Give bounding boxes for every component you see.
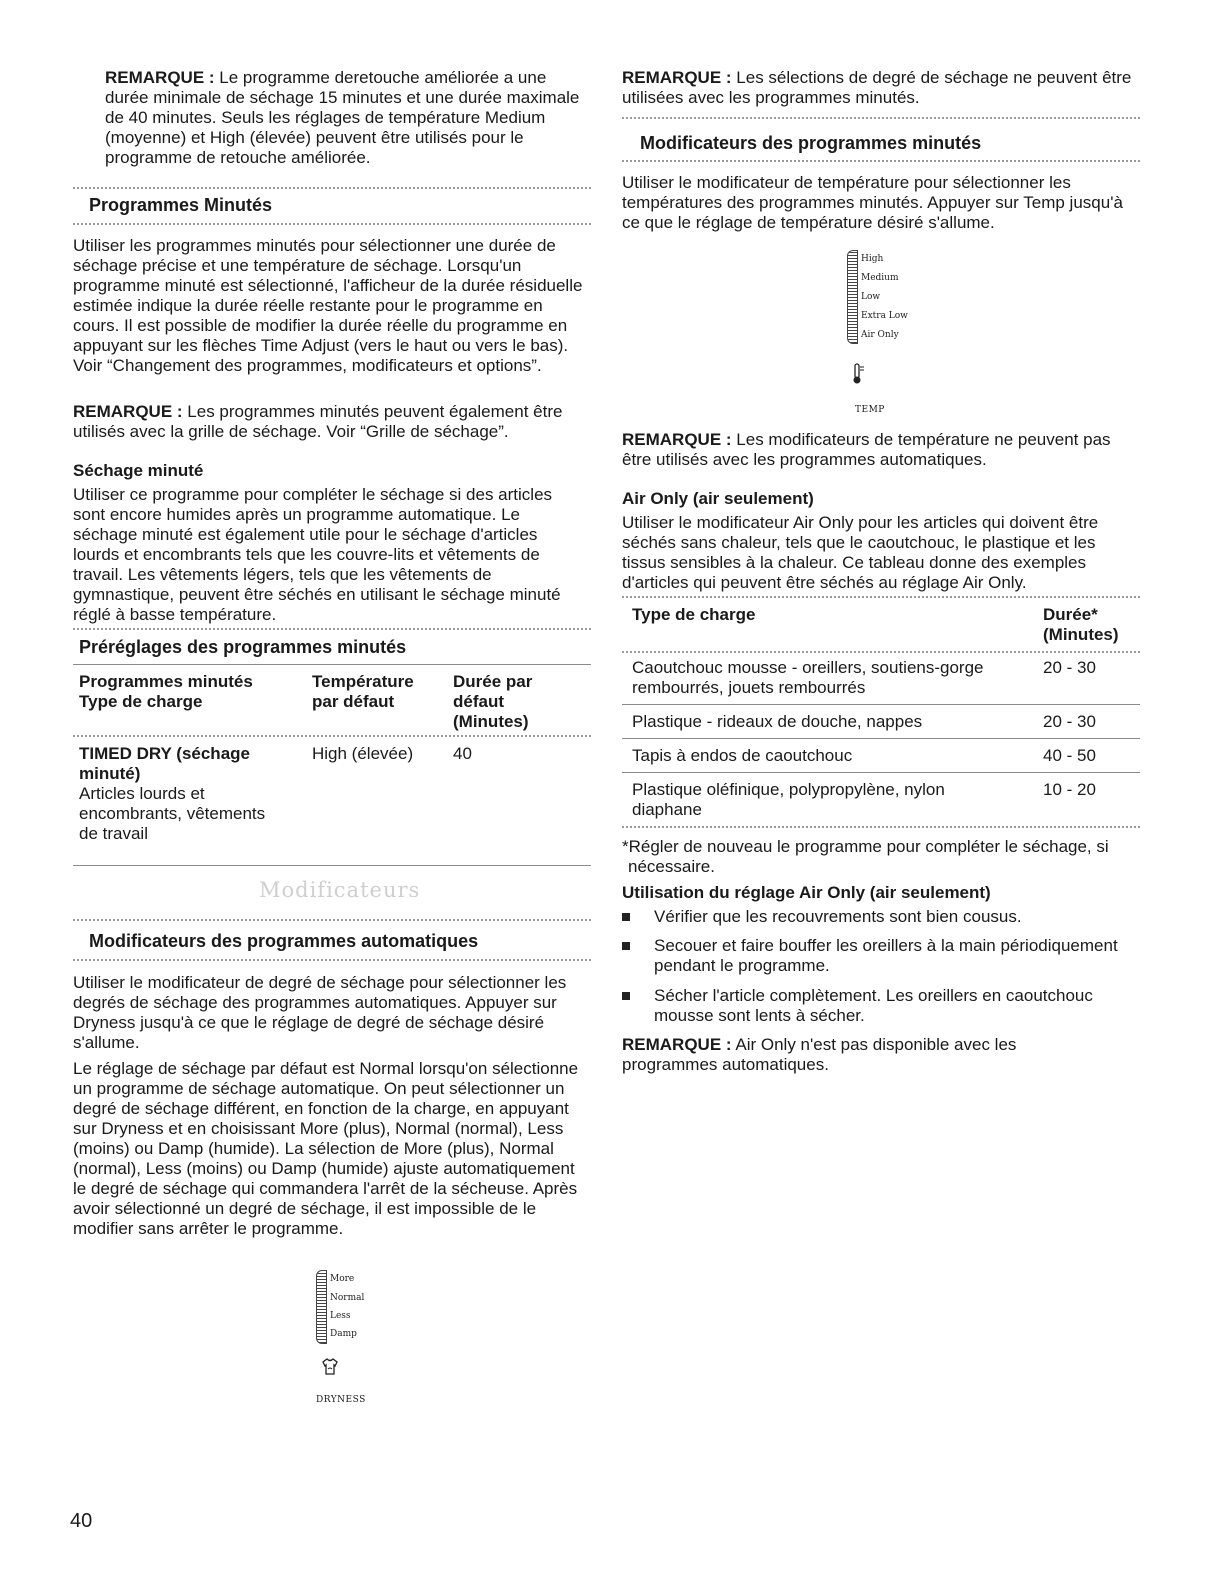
table-heading: Préréglages des programmes minutés	[79, 637, 407, 657]
table-header-cell: Durée* (Minutes)	[1043, 605, 1119, 644]
dryness-gauge	[316, 1270, 396, 1410]
divider	[622, 160, 1140, 162]
footnote: *Régler de nouveau le programme pour compléter le séchage, si nécessaire.	[622, 837, 1109, 876]
gauge-level: Less	[330, 1311, 351, 1321]
table-cell: Plastique oléfinique, polypropylène, nylon diaphane	[632, 780, 945, 819]
table-header-cell: Température par défaut	[312, 672, 414, 711]
paragraph: Utiliser le modificateur de température pour sélectionner les températures des programmes minutés. Appuyer sur Temp jusqu'à ce que le réglage de température désiré s'allume.	[622, 173, 1123, 232]
gauge-level: Low	[861, 292, 881, 302]
table-row	[622, 658, 1140, 705]
section-heading: Modificateurs des programmes automatiques	[89, 931, 479, 951]
thermometer-icon	[851, 363, 865, 385]
table-row	[622, 746, 1140, 772]
bullet-icon	[622, 992, 630, 1000]
modificateurs-title: Modificateurs	[259, 878, 421, 902]
table-header-cell: Durée par défaut (Minutes)	[453, 672, 533, 731]
gauge-caption: DRYNESS	[316, 1395, 366, 1405]
section-heading: Programmes Minutés	[89, 195, 273, 215]
presets-table	[79, 672, 591, 852]
gauge-bar	[847, 250, 858, 344]
table-cell: Tapis à endos de caoutchouc	[632, 746, 853, 765]
divider	[622, 117, 1140, 119]
gauge-level: Extra Low	[861, 311, 908, 321]
note-text: Les sélections de degré de séchage ne peuvent être utilisées avec les programmes minutés.	[622, 68, 1132, 107]
subsection-heading: Utilisation du réglage Air Only (air seulement)	[622, 883, 991, 902]
divider	[73, 735, 591, 737]
table-cell: Articles lourds et encombrants, vêtements de travail	[79, 784, 266, 843]
note-label: REMARQUE :	[105, 68, 215, 87]
list-item-text: Secouer et faire bouffer les oreillers à la main périodiquement pendant le programme.	[654, 936, 1118, 975]
table-rule	[73, 664, 591, 665]
note-text: Air Only n'est pas disponible avec les programmes automatiques.	[622, 1035, 1017, 1074]
note-label: REMARQUE :	[73, 402, 183, 421]
page-number: 40	[70, 1510, 93, 1532]
divider	[73, 628, 591, 630]
list-item-text: Sécher l'article complètement. Les oreillers en caoutchouc mousse sont lents à sécher.	[654, 986, 1093, 1025]
divider	[73, 187, 591, 189]
gauge-bar	[316, 1270, 327, 1344]
divider	[622, 826, 1140, 828]
table-cell: 20 - 30	[1043, 712, 1096, 731]
subsection-heading: Séchage minuté	[73, 461, 204, 480]
note-label: REMARQUE :	[622, 1035, 732, 1054]
gauge-level: Air Only	[861, 330, 899, 340]
paragraph: Utiliser le modificateur Air Only pour les articles qui doivent être séchés sans chaleur, tels que le caoutchouc, le plastique et les tissus sensibles à la chaleur. Ce tableau donne des exemples d'articles qui peuvent être séchés au réglage Air Only.	[622, 513, 1099, 592]
list-item-text: Vérifier que les recouvrements sont bien cousus.	[654, 907, 1022, 926]
bullet-icon	[622, 913, 630, 921]
bullet-list	[622, 907, 1140, 1027]
table-rule	[73, 865, 591, 866]
gauge-caption: TEMP	[855, 405, 885, 415]
note-dryness	[622, 68, 1136, 108]
table-cell: Caoutchouc mousse - oreillers, soutiens-gorge rembourrés, jouets rembourrés	[632, 658, 984, 697]
note-label: REMARQUE :	[622, 430, 732, 449]
gauge-level: High	[861, 254, 884, 264]
note-text: Les modificateurs de température ne peuvent pas être utilisés avec les programmes automatiques.	[622, 430, 1111, 469]
table-cell: TIMED DRY (séchage minuté)	[79, 744, 250, 783]
table-row	[79, 744, 303, 844]
table-cell: Plastique - rideaux de douche, nappes	[632, 712, 923, 731]
note-text: Le programme deretouche améliorée a une durée minimale de séchage 15 minutes et une durée maximale de 40 minutes. Seuls les réglages de température Medium (moyenne) et High (élevée) peuvent être utilisés pour le programme de retouche améliorée.	[105, 68, 580, 167]
table-cell: 20 - 30	[1043, 658, 1096, 677]
divider	[73, 959, 591, 961]
shirt-icon	[322, 1358, 338, 1376]
table-rule	[622, 704, 1140, 705]
gauge-level: Normal	[330, 1293, 365, 1303]
paragraph: Le réglage de séchage par défaut est Normal lorsqu'on sélectionne un programme de séchage automatique. On peut sélectionner un degré de séchage différent, en fonction de la charge, en appuyant sur Dryness et en choisissant More (plus), Normal (normal), Less (moins) ou Damp (humide). La sélection de More (plus), Normal (normal), Less (moins) ou Damp (humide) ajuste automatiquement le degré de séchage qui commandera l'arrêt de la sécheuse. Après avoir sélectionné un degré de séchage, il est impossible de le modifier sans arrêter le programme.	[73, 1059, 579, 1238]
note-text: Les programmes minutés peuvent également être utilisés avec la grille de séchage. Voir “Grille de séchage”.	[73, 402, 563, 441]
table-cell: 10 - 20	[1043, 780, 1096, 799]
paragraph: Utiliser ce programme pour compléter le séchage si des articles sont encore humides après un programme automatique. Le séchage minuté est également utile pour le séchage d'articles lourds et encombrants tels que les couvre-lits et vêtements de travail. Les vêtements légers, tels que les vêtements de gymnastique, peuvent être séchés en utilisant le séchage minuté réglé à basse température.	[73, 485, 561, 624]
gauge-level: Damp	[330, 1329, 357, 1339]
table-cell: 40 - 50	[1043, 746, 1096, 765]
divider	[73, 919, 591, 921]
subsection-heading: Air Only (air seulement)	[622, 489, 814, 508]
note-retouche	[105, 68, 591, 168]
note-temp	[622, 430, 1136, 470]
table-rule	[622, 738, 1140, 739]
gauge-level: More	[330, 1274, 355, 1284]
note-label: REMARQUE :	[622, 68, 732, 87]
note-timed-programs	[73, 402, 587, 442]
section-heading: Modificateurs des programmes minutés	[640, 133, 982, 153]
table-header-cell: Type de charge	[632, 605, 756, 624]
temp-gauge	[847, 250, 937, 420]
note-air-only	[622, 1035, 1052, 1075]
table-cell: 40	[453, 744, 472, 763]
table-row	[622, 712, 1140, 738]
divider	[622, 596, 1140, 598]
air-only-table	[622, 651, 1140, 846]
divider	[73, 223, 591, 225]
table-row	[622, 780, 1140, 825]
paragraph: Utiliser les programmes minutés pour sélectionner une durée de séchage précise et une température de séchage. Lorsqu'un programme minuté est sélectionné, l'afficheur de la durée résiduelle estimée indique la durée réelle restante pour le programme en cours. Il est possible de modifier la durée réelle du programme en appuyant sur les flèches Time Adjust (vers le haut ou vers le bas). Voir “Changement des programmes, modificateurs et options”.	[73, 236, 583, 375]
gauge-level: Medium	[861, 273, 899, 283]
air-only-table-header	[632, 605, 1140, 655]
table-cell: High (élevée)	[312, 744, 414, 763]
paragraph: Utiliser le modificateur de degré de séchage pour sélectionner les degrés de séchage des programmes automatiques. Appuyer sur Dryness jusqu'à ce que le réglage de degré de séchage désiré s'allume.	[73, 973, 567, 1052]
table-header-cell: Programmes minutés Type de charge	[79, 672, 253, 711]
bullet-icon	[622, 942, 630, 950]
table-rule	[622, 772, 1140, 773]
